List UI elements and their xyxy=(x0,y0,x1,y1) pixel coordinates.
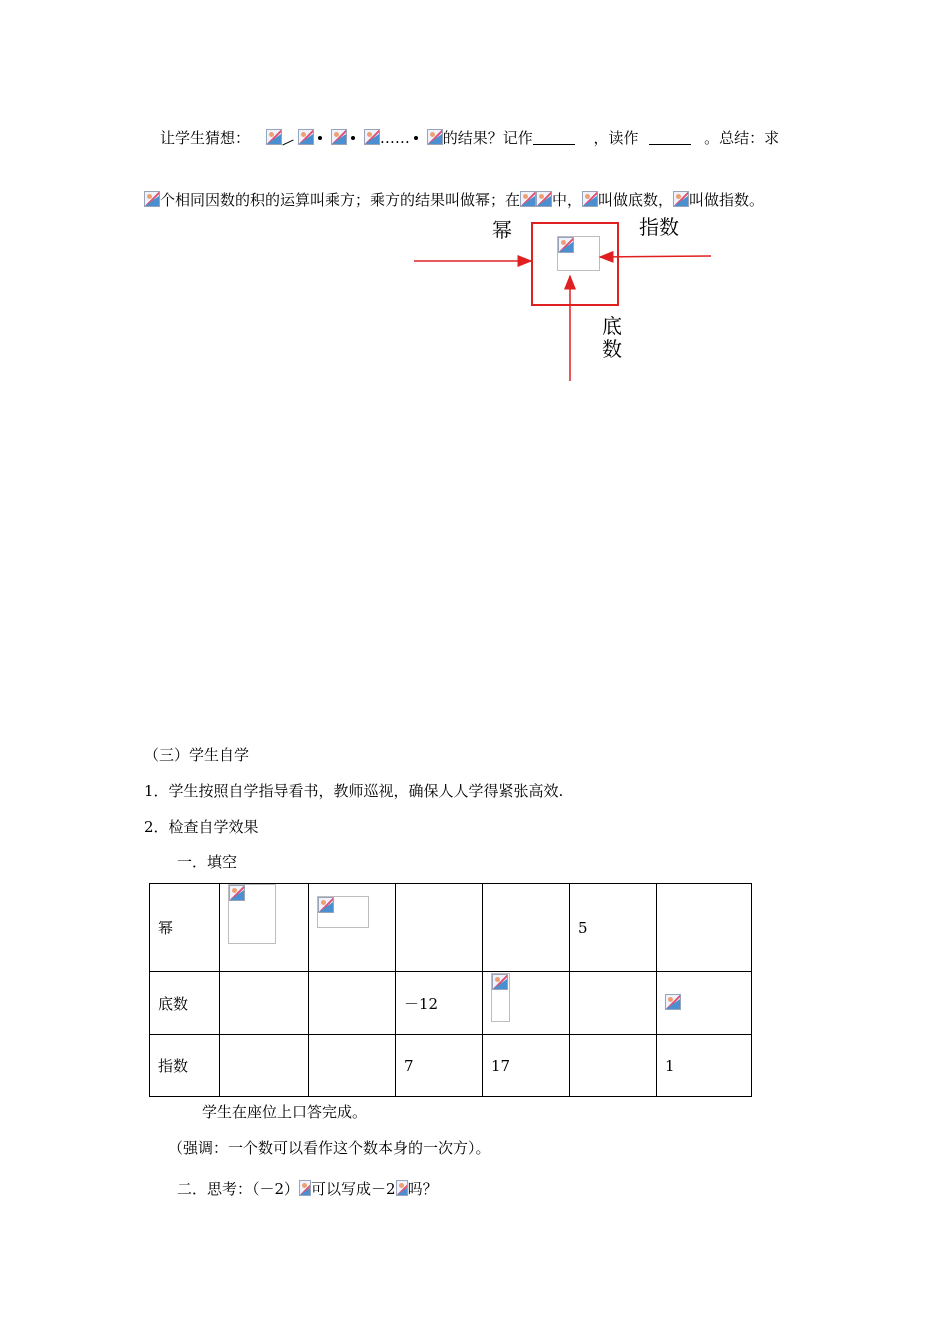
section3-item2: 2．检查自学效果 xyxy=(144,818,259,836)
exponent-image-icon xyxy=(299,1180,311,1196)
emphasis-note: （强调：一个数可以看作这个数本身的一次方）。 xyxy=(168,1139,491,1157)
definition-part4: 叫做指数。 xyxy=(689,191,765,209)
arrow-to-exponent xyxy=(600,256,711,257)
table-cell xyxy=(396,884,483,972)
exponent-label: 指数 xyxy=(639,215,679,239)
cell-image-icon xyxy=(318,897,334,913)
table-row-exponent xyxy=(150,1035,752,1097)
table-row-power xyxy=(150,884,752,972)
diagram-arrows xyxy=(0,0,950,420)
cell-image-frame xyxy=(317,896,369,928)
table-cell xyxy=(220,884,309,972)
summary-text: 。总结：求 xyxy=(704,129,780,147)
power-table xyxy=(149,883,752,1097)
table-cell xyxy=(657,972,752,1035)
oral-answer-note: 学生在座位上口答完成。 xyxy=(202,1103,368,1121)
think-suffix: 吗？ xyxy=(407,1180,438,1198)
cell-image-icon xyxy=(665,994,681,1010)
table-cell xyxy=(483,972,570,1035)
row-label-base: 底数 xyxy=(150,972,220,1035)
result-text: 的结果？记作 xyxy=(442,129,533,147)
section3-heading: （三）学生自学 xyxy=(144,746,250,764)
table-cell xyxy=(570,1035,657,1097)
row-label-power: 幂 xyxy=(150,884,220,972)
table-cell xyxy=(657,884,752,972)
intro-prefix: 让学生猜想： xyxy=(160,129,251,147)
table-cell: 7 xyxy=(396,1035,483,1097)
table-cell xyxy=(309,1035,396,1097)
table-cell xyxy=(220,972,309,1035)
section3-item1: 1．学生按照自学指导看书，教师巡视，确保人人学得紧张高效. xyxy=(144,782,564,800)
think-prefix: 二．思考：（－2） xyxy=(177,1180,300,1198)
section3-sub1: 一．填空 xyxy=(177,853,238,871)
table-cell xyxy=(220,1035,309,1097)
table-row-base xyxy=(150,972,752,1035)
table-cell: 1 xyxy=(657,1035,752,1097)
cell-image-frame xyxy=(491,973,510,1022)
table-cell xyxy=(309,884,396,972)
row-label-exponent: 指数 xyxy=(150,1035,220,1097)
think-mid: 可以写成－2 xyxy=(311,1180,396,1198)
table-cell: 5 xyxy=(570,884,657,972)
table-cell xyxy=(570,972,657,1035)
table-cell xyxy=(309,972,396,1035)
read-text: ，读作 xyxy=(593,129,639,147)
cell-image-frame xyxy=(228,884,276,944)
think-question xyxy=(177,1178,438,1199)
cell-image-icon xyxy=(229,885,245,901)
cell-image-icon xyxy=(492,974,508,990)
definition-part3: 叫做底数， xyxy=(598,191,674,209)
exponent-image-icon xyxy=(396,1180,408,1196)
definition-part1: 个相同因数的积的运算叫乘方；乘方的结果叫做幂；在 xyxy=(160,191,521,209)
base-label-top: 底 xyxy=(602,314,622,338)
table-cell: －12 xyxy=(396,972,483,1035)
table-cell xyxy=(483,884,570,972)
table-cell: 17 xyxy=(483,1035,570,1097)
power-label: 幂 xyxy=(492,218,512,242)
base-label-bottom: 数 xyxy=(602,337,622,361)
ellipsis: …… xyxy=(379,129,410,147)
definition-part2: 中， xyxy=(552,191,583,209)
